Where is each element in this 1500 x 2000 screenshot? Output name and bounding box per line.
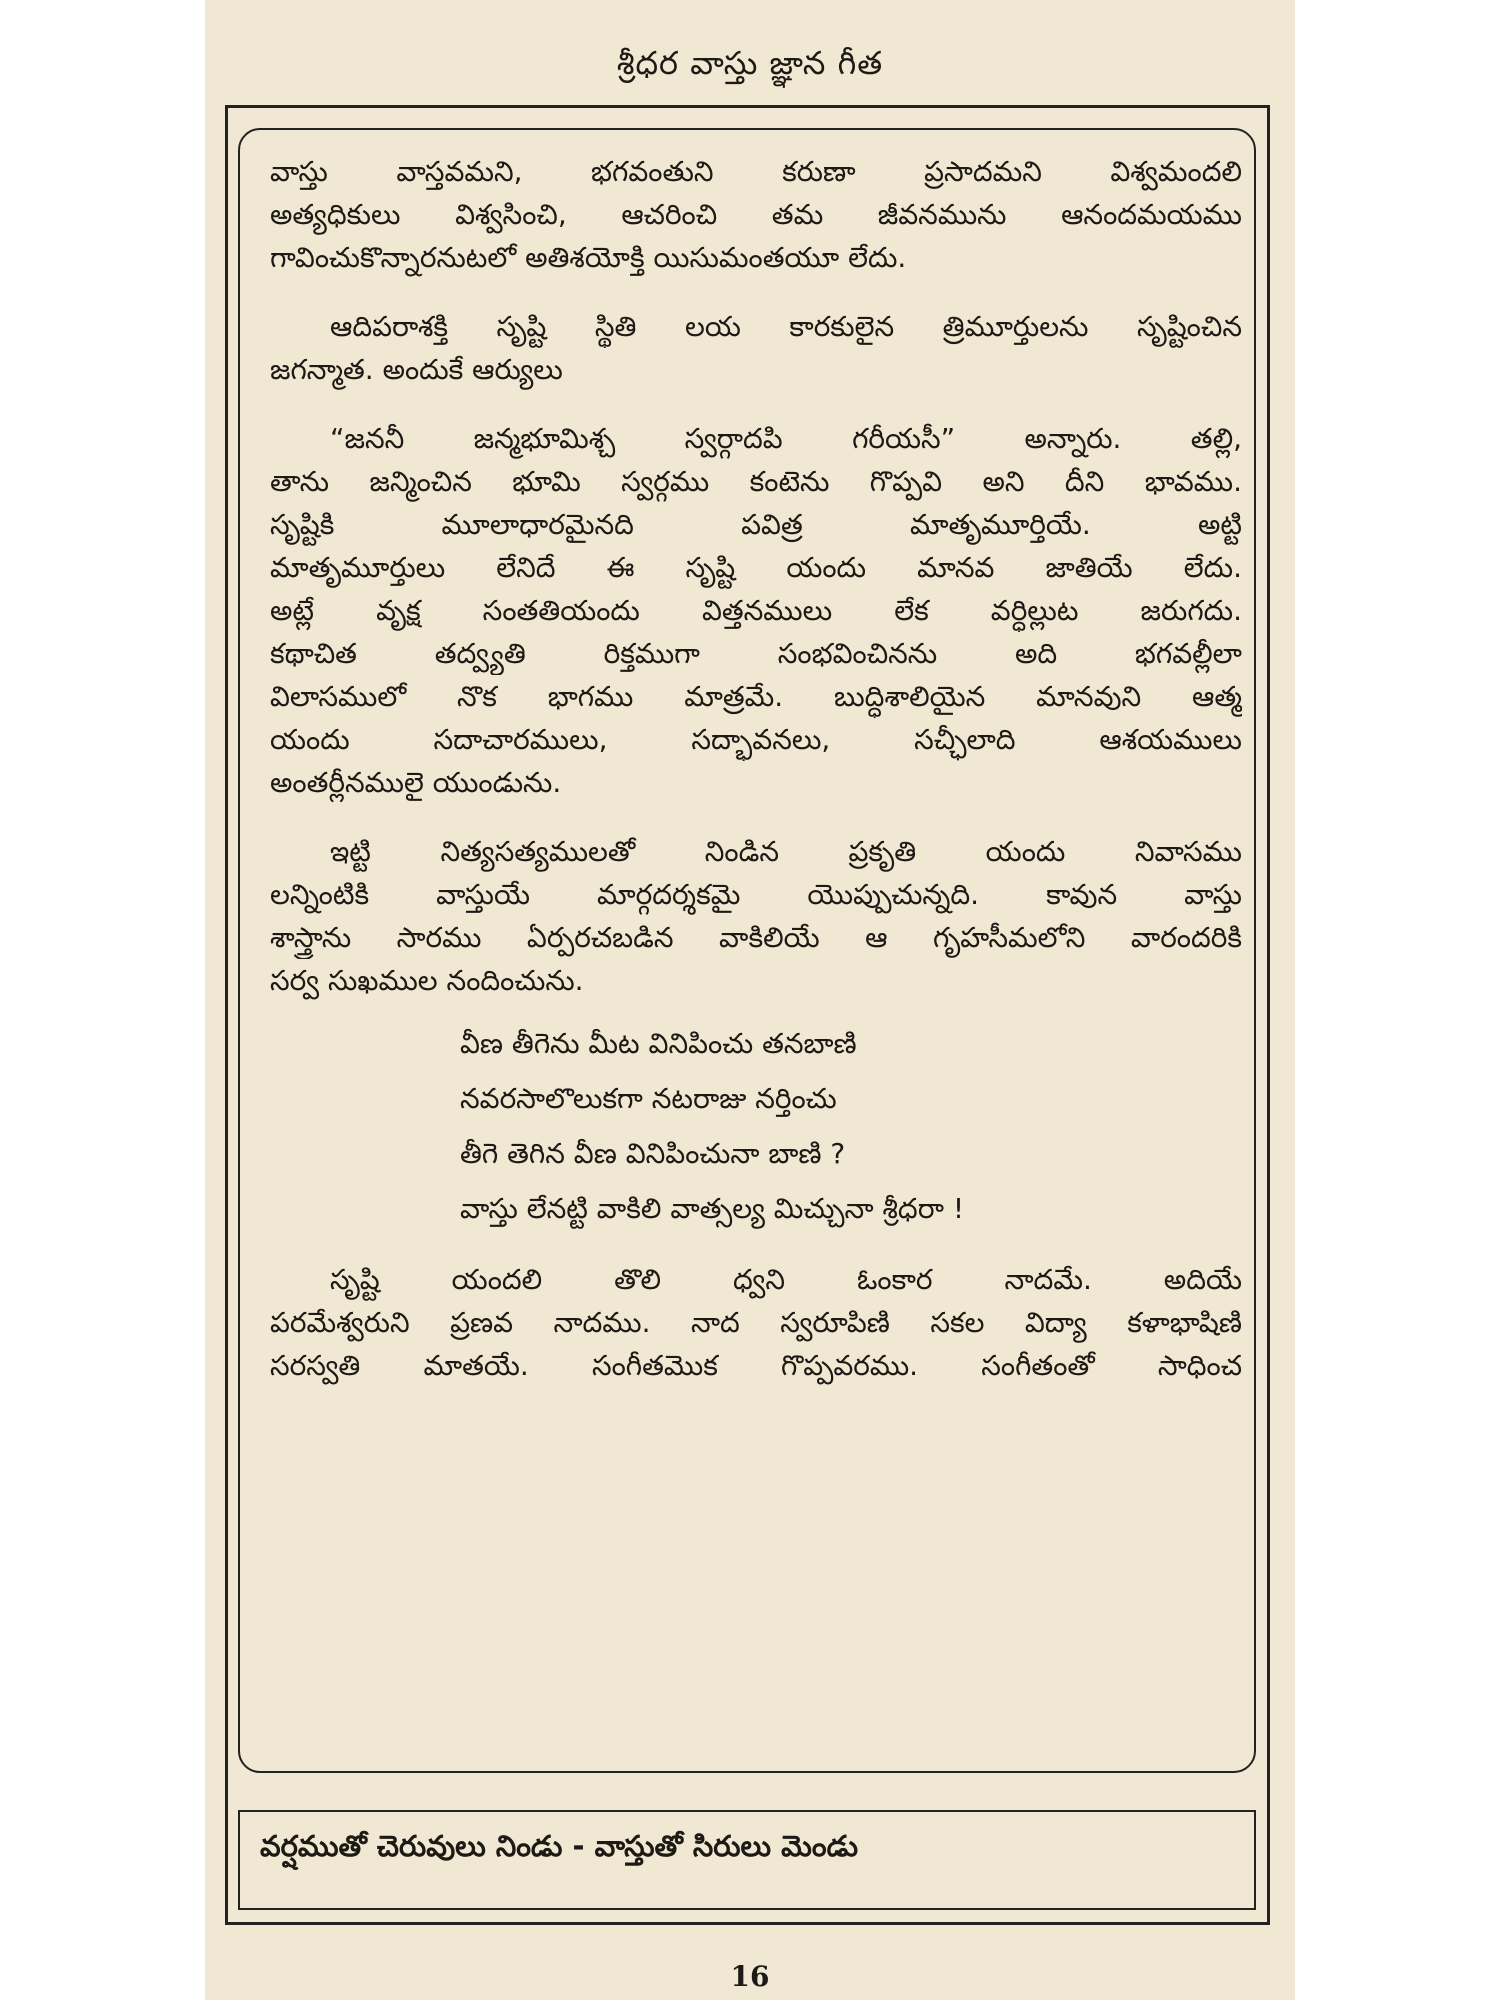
- book-page: [205, 0, 1295, 2000]
- text-line: జగన్మాత. అందుకే ఆర్యులు: [270, 353, 563, 386]
- paragraph-1: [270, 150, 1242, 279]
- verse-line: నవరసాలొలుకగా నటరాజు నర్తించు: [460, 1082, 837, 1115]
- body-text-block: [270, 150, 1242, 1387]
- verse-line: తీగె తెగిన వీణ వినిపించునా బాణి ?: [460, 1137, 846, 1170]
- text-line: గావించుకొన్నారనుటలో అతిశయోక్తి యిసుమంతయూ లేదు.: [270, 241, 907, 274]
- page-number: 16: [730, 1960, 770, 1993]
- text-line: ఇట్టి నిత్యసత్యములతో నిండిన ప్రకృతి యందు నివాసము: [330, 835, 1242, 868]
- paragraph-5: [270, 1258, 1242, 1387]
- paragraph-4: [270, 830, 1242, 1002]
- text-line: కథాచిత తద్వ్యతి రిక్తముగా సంభవించినను అది భగవల్లీలా: [270, 637, 1242, 670]
- text-line: “జననీ జన్మభూమిశ్చ స్వర్గాదపి గరీయసీ” అన్నారు. తల్లి,: [330, 422, 1242, 455]
- text-line: అంతర్లీనములై యుండును.: [270, 766, 562, 799]
- paragraph-3: [270, 417, 1242, 804]
- text-line: ఆదిపరాశక్తి సృష్టి స్థితి లయ కారకులైన త్రిమూర్తులను సృష్టించిన: [330, 310, 1242, 343]
- paragraph-2: [270, 305, 1242, 391]
- text-line: లన్నింటికి వాస్తుయే మార్గదర్శకమై యొప్పుచున్నది. కావున వాస్తు: [270, 878, 1242, 911]
- footer-slogan-box: [238, 1810, 1256, 1910]
- text-line: శాస్త్రాను సారము ఏర్పరచబడిన వాకిలియే ఆ గృహసీమలోని వారందరికి: [270, 921, 1242, 954]
- text-line: సృష్టికి మూలాధారమైనది పవిత్ర మాతృమూర్తియే. అట్టి: [270, 508, 1242, 541]
- text-line: తాను జన్మించిన భూమి స్వర్గము కంటెను గొప్పవి అని దీని భావము.: [270, 465, 1242, 498]
- text-line: అట్లే వృక్ష సంతతియందు విత్తనములు లేక వర్ధిల్లుట జరుగదు.: [270, 594, 1242, 627]
- text-line: సృష్టి యందలి తొలి ధ్వని ఓంకార నాదమే. అదియే: [330, 1263, 1242, 1296]
- text-line: మాతృమూర్తులు లేనిదే ఈ సృష్టి యందు మానవ జాతియే లేదు.: [270, 551, 1242, 584]
- text-line: యందు సదాచారములు, సద్భావనలు, సచ్ఛీలాది ఆశయములు: [270, 723, 1242, 756]
- text-line: సర్వ సుఖముల నందించును.: [270, 964, 584, 997]
- footer-slogan: వర్షముతో చెరువులు నిండు - వాస్తుతో సిరులు మెండు: [260, 1829, 859, 1863]
- text-line: వాస్తు వాస్తవమని, భగవంతుని కరుణా ప్రసాదమని విశ్వమందలి: [270, 155, 1242, 188]
- text-line: పరమేశ్వరుని ప్రణవ నాదము. నాద స్వరూపిణి సకల విద్యా కళాభాషిణి: [270, 1306, 1242, 1339]
- text-line: విలాసములో నొక భాగము మాత్రమే. బుద్ధిశాలియైన మానవుని ఆత్మ: [270, 680, 1242, 713]
- poem-verse: [270, 1016, 1242, 1236]
- running-header-title: శ్రీధర వాస్తు జ్ఞాన గీత: [616, 44, 884, 82]
- text-line: అత్యధికులు విశ్వసించి, ఆచరించి తమ జీవనమును ఆనందమయము: [270, 198, 1242, 231]
- verse-line: వీణ తీగెను మీట వినిపించు తనబాణి: [460, 1027, 857, 1060]
- text-line: సరస్వతి మాతయే. సంగీతమొక గొప్పవరము. సంగీతంతో సాధించ: [270, 1349, 1242, 1382]
- verse-line: వాస్తు లేనట్టి వాకిలి వాత్సల్య మిచ్చునా శ్రీధరా !: [460, 1192, 965, 1225]
